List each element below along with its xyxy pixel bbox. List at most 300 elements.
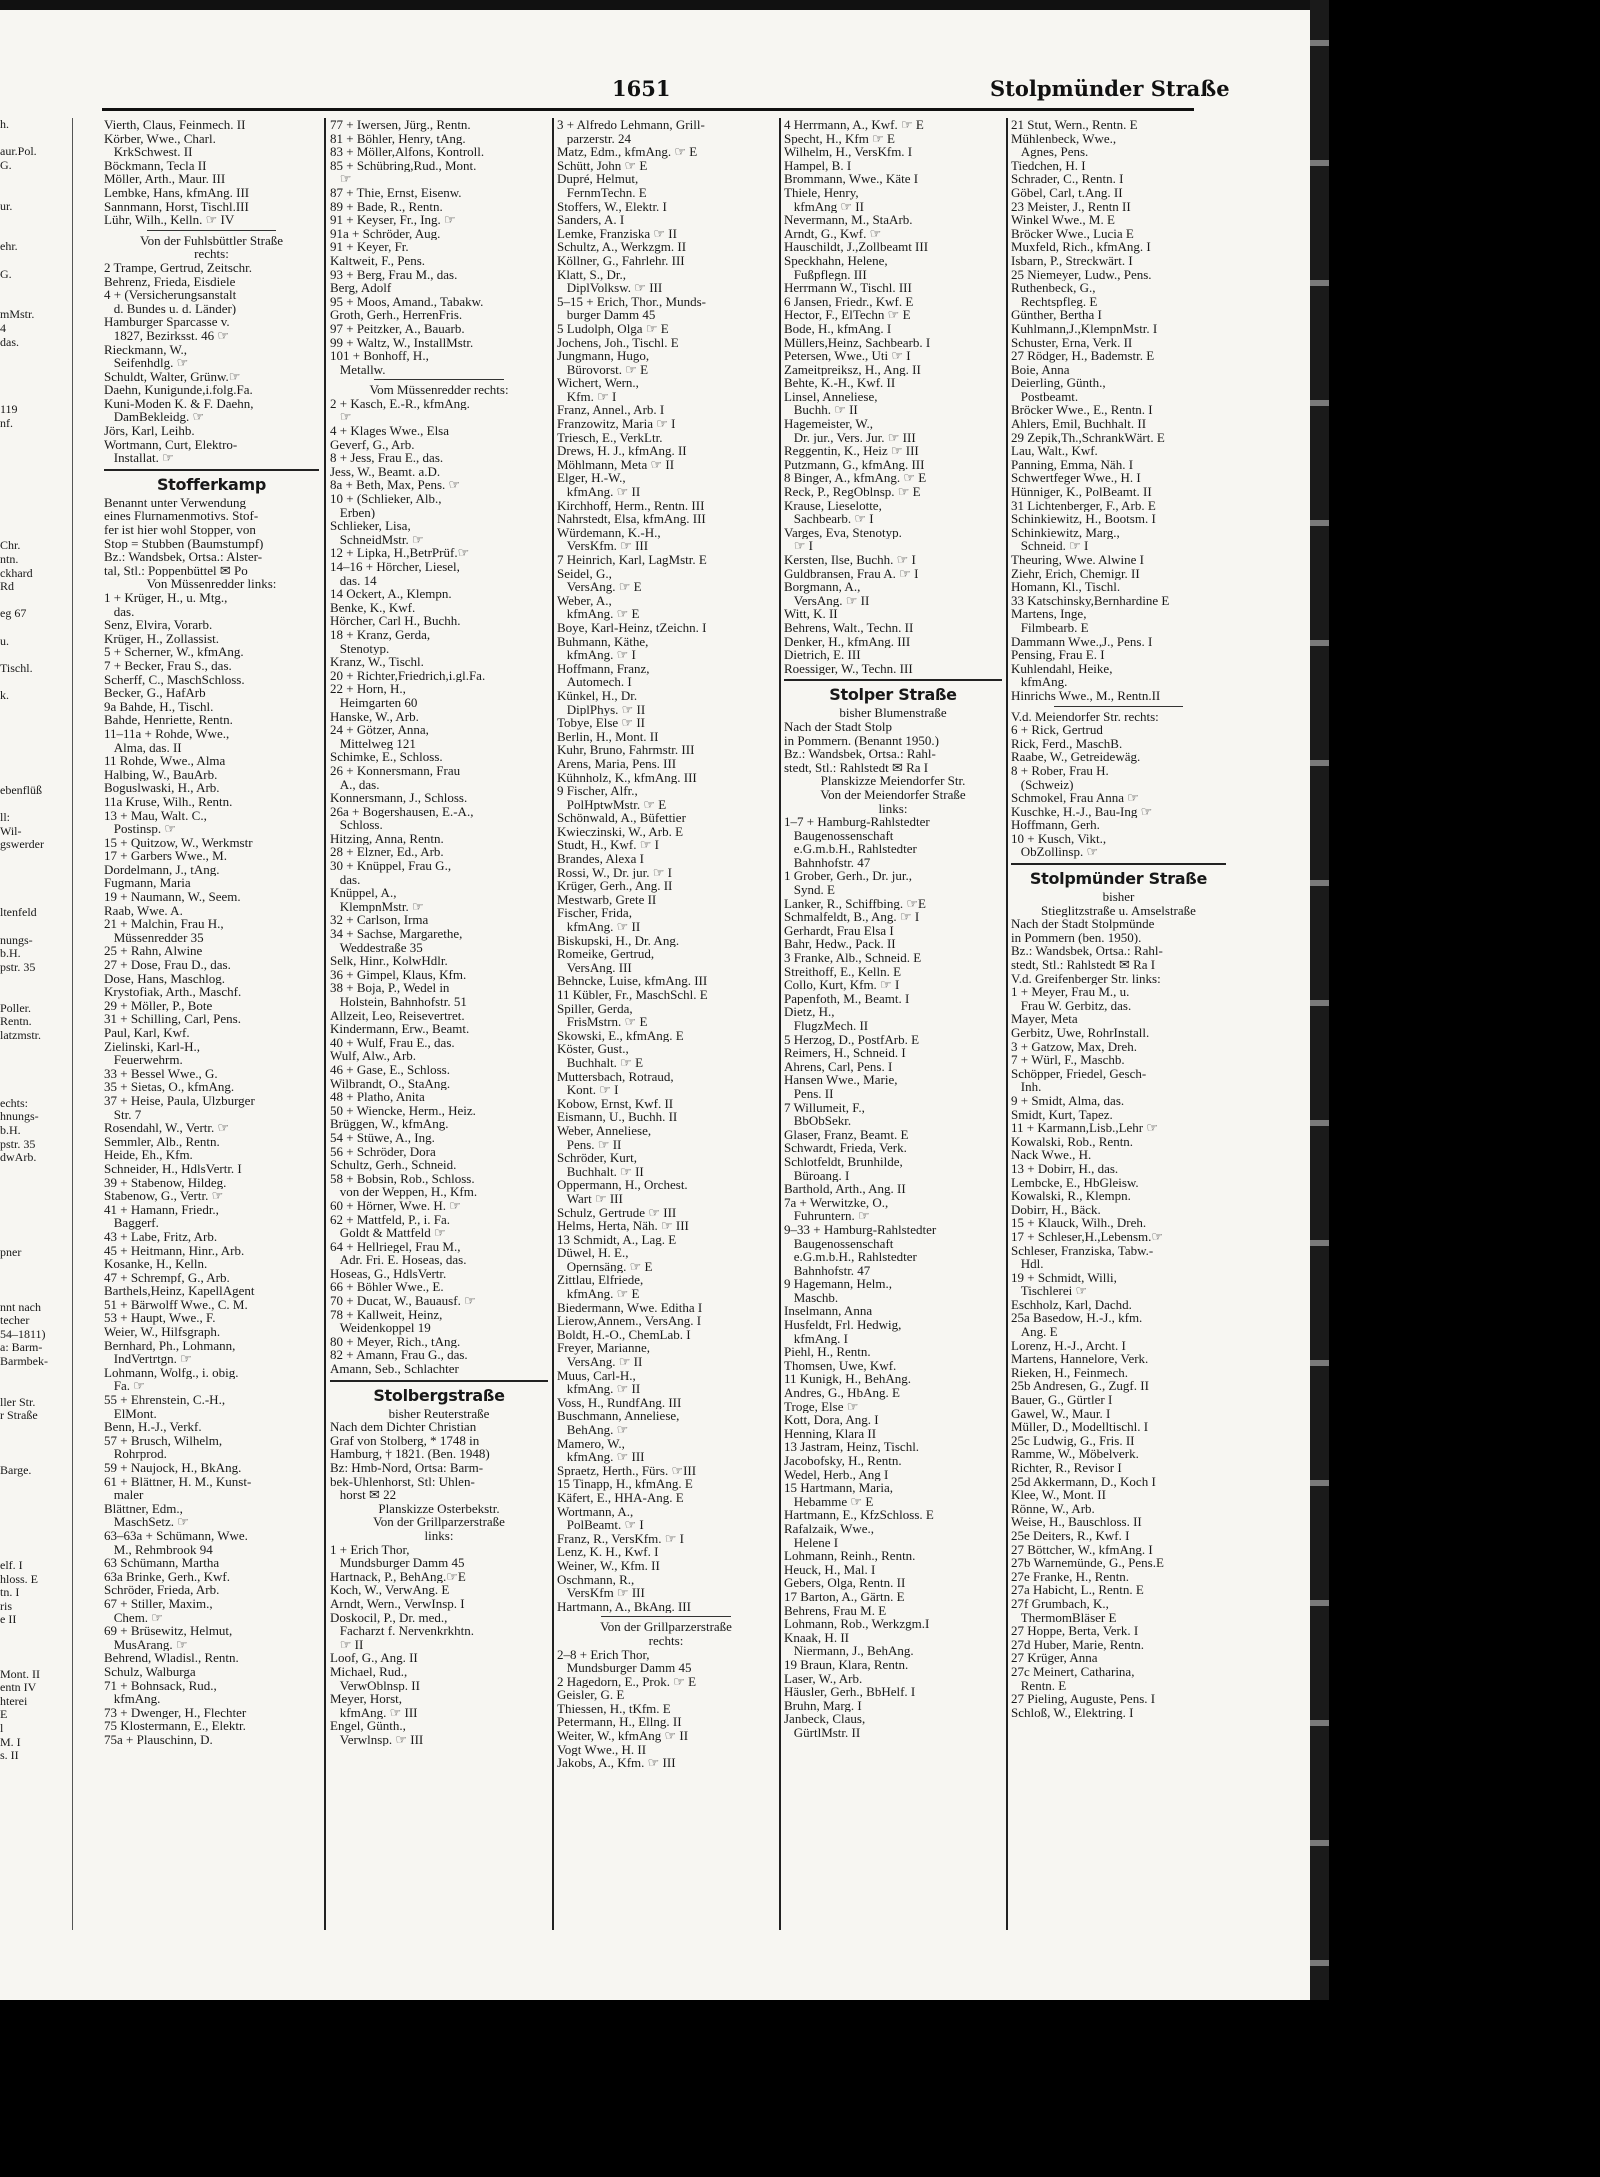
directory-entry: von der Weppen, H., Kfm. bbox=[330, 1185, 478, 1199]
directory-entry: KrkSchwest. II bbox=[104, 145, 193, 159]
directory-entry: 29 Zepik,Th.,SchrankWärt. E bbox=[1011, 430, 1165, 445]
edge-fragment: h. bbox=[0, 118, 9, 131]
edge-fragment: ckhard bbox=[0, 566, 33, 580]
directory-entry: 19 + Naumann, W., Seem. bbox=[104, 890, 241, 904]
directory-entry: MaschSetz. ☞ bbox=[104, 1515, 189, 1529]
edge-fragment: 54–1811) bbox=[0, 1327, 46, 1341]
directory-entry: Fugmann, Maria bbox=[104, 876, 191, 891]
directory-entry: parzerstr. 24 bbox=[557, 131, 632, 146]
directory-entry: Schloss. bbox=[330, 818, 383, 832]
edge-fragment: b.H. bbox=[0, 1123, 21, 1137]
directory-entry: Dietz, H., bbox=[784, 1005, 835, 1019]
edge-fragment bbox=[0, 1042, 70, 1056]
running-title: Stolpmünder Straße bbox=[990, 76, 1230, 101]
directory-entry: Heide, Eh., Kfm. bbox=[104, 1148, 193, 1162]
edge-fragment bbox=[0, 1654, 70, 1668]
directory-entry: Lohmann, Wolfg., i. obig. bbox=[104, 1365, 239, 1380]
directory-entry: Streithoff, E., Kelln. E bbox=[784, 964, 902, 979]
edge-fragment: ntn. bbox=[0, 553, 19, 566]
directory-entry: Paul, Karl, Kwf. bbox=[104, 1026, 190, 1040]
directory-entry: Nahrstedt, Elsa, kfmAng. III bbox=[557, 512, 706, 526]
directory-entry: Postbeamt. bbox=[1011, 389, 1079, 404]
edge-fragment: r Straße bbox=[0, 1409, 38, 1423]
directory-entry: Jörs, Karl, Leihb. bbox=[104, 424, 195, 438]
directory-entry: Künkel, H., Dr. bbox=[557, 688, 638, 703]
directory-entry: Linsel, Anneliese, bbox=[784, 389, 878, 404]
directory-entry: horst ✉ 22 bbox=[330, 1488, 397, 1502]
directory-entry: Amann, Seb., Schlachter bbox=[330, 1362, 459, 1376]
edge-fragment bbox=[0, 730, 70, 744]
directory-entry: Weier, W., Hilfsgraph. bbox=[104, 1325, 221, 1339]
directory-entry: 2 + Kasch, E.-R., kfmAng. bbox=[330, 396, 470, 411]
directory-entry: 61 + Blättner, H. M., Kunst- bbox=[104, 1474, 252, 1489]
directory-entry: Kindermann, Erw., Beamt. bbox=[330, 1022, 470, 1036]
directory-entry: Helene I bbox=[784, 1535, 839, 1550]
edge-fragment: hterei bbox=[0, 1694, 28, 1708]
directory-entry: Dammann Wwe.,J., Pens. I bbox=[1011, 634, 1153, 649]
directory-entry: Müller, D., Modelltischl. I bbox=[1011, 1420, 1149, 1434]
edge-fragment: nnt nach bbox=[0, 1300, 41, 1314]
directory-entry: 28 + Elzner, Ed., Arb. bbox=[330, 845, 444, 860]
edge-fragment: a: Barm- bbox=[0, 1341, 43, 1355]
directory-entry: Goldt & Mattfeld ☞ bbox=[330, 1226, 446, 1240]
directory-entry: 20 + Richter,Friedrich,i.gl.Fa. bbox=[330, 668, 486, 683]
section-caption: bisher bbox=[1102, 890, 1135, 904]
directory-entry: 46 + Gase, E., Schloss. bbox=[330, 1062, 450, 1077]
edge-fragment bbox=[0, 974, 70, 988]
directory-entry: 89 + Bade, R., Rentn. bbox=[330, 199, 443, 214]
directory-entry: V.d. Meiendorfer Str. rechts: bbox=[1011, 709, 1159, 724]
edge-fragment: G. bbox=[0, 267, 12, 281]
directory-entry: BehAng. ☞ bbox=[557, 1423, 629, 1437]
directory-entry: Hampel, B. I bbox=[784, 158, 852, 173]
section-caption: links: bbox=[424, 1528, 454, 1543]
directory-entry: 7 Willumeit, F., bbox=[784, 1100, 865, 1115]
directory-entry: Niermann, J., BehAng. bbox=[784, 1644, 914, 1658]
edge-fragment: pstr. 35 bbox=[0, 960, 36, 974]
directory-entry: Rosendahl, W., Vertr. ☞ bbox=[104, 1121, 230, 1135]
directory-entry: eines Flurnamenmotivs. Stof- bbox=[104, 509, 259, 524]
directory-entry: Mamero, W., bbox=[557, 1436, 625, 1451]
directory-entry: Thomsen, Uwe, Kwf. bbox=[784, 1358, 897, 1373]
section-caption: Von der Grillparzerstraße bbox=[600, 1620, 732, 1634]
directory-entry: 13 Jastram, Heinz, Tischl. bbox=[784, 1440, 920, 1454]
directory-entry: Oschmann, R., bbox=[557, 1572, 635, 1587]
edge-fragment bbox=[0, 458, 70, 472]
edge-fragment bbox=[0, 1192, 70, 1206]
directory-entry: 71 + Bohnsack, Rud., bbox=[104, 1678, 217, 1693]
directory-entry: Kfm. ☞ I bbox=[557, 389, 617, 404]
directory-entry: 17 Barton, A., Gärtn. E bbox=[784, 1589, 905, 1604]
directory-entry: Ruthenbeck, G., bbox=[1011, 281, 1096, 295]
directory-entry: 93 + Berg, Frau M., das. bbox=[330, 267, 458, 282]
directory-entry: Hinrichs Wwe., M., Rentn.II bbox=[1011, 688, 1161, 703]
directory-entry: Körber, Wwe., Charl. bbox=[104, 131, 216, 146]
edge-fragment bbox=[0, 1382, 70, 1396]
directory-entry: kfmAng. ☞ III bbox=[330, 1705, 418, 1720]
directory-entry: 1827, Bezirksst. 46 ☞ bbox=[104, 328, 230, 343]
directory-entry: Schuster, Erna, Verk. II bbox=[1011, 335, 1133, 350]
directory-entry: Klee, W., Mont. II bbox=[1011, 1488, 1106, 1502]
directory-entry: 41 + Hamann, Friedr., bbox=[104, 1202, 219, 1217]
directory-entry: 19 + Schmidt, Willi, bbox=[1011, 1270, 1117, 1285]
directory-entry: Weiter, W., kfmAng ☞ II bbox=[557, 1729, 689, 1743]
edge-fragment bbox=[0, 988, 70, 1002]
directory-entry: Halbing, W., BauArb. bbox=[104, 767, 218, 782]
edge-fragment bbox=[0, 771, 70, 785]
directory-entry: Kwieczinski, W., Arb. E bbox=[557, 824, 684, 839]
edge-fragment bbox=[0, 485, 70, 499]
section-rule bbox=[601, 1616, 732, 1617]
directory-entry: Stabenow, G., Vertr. ☞ bbox=[104, 1189, 224, 1203]
directory-entry: Behte, K.-H., Kwf. II bbox=[784, 376, 896, 390]
directory-entry: Möller, Arth., Maur. III bbox=[104, 172, 226, 186]
directory-entry: V.d. Greifenberger Str. links: bbox=[1011, 971, 1161, 986]
column-divider bbox=[324, 118, 326, 1930]
edge-fragment bbox=[0, 716, 70, 730]
edge-fragment: entn IV bbox=[0, 1681, 37, 1695]
edge-fragment: ehr. bbox=[0, 240, 18, 254]
directory-entry: 9 + Smidt, Alma, das. bbox=[1011, 1093, 1125, 1108]
directory-entry: Isbarn, P., Streckwärt. I bbox=[1011, 253, 1133, 268]
directory-entry: Hanske, W., Arb. bbox=[330, 709, 419, 724]
directory-entry: Behrenz, Frieda, Eisdiele bbox=[104, 274, 236, 289]
directory-entry: Geisler, G. E bbox=[557, 1688, 625, 1702]
directory-entry: Petersen, Wwe., Uti ☞ I bbox=[784, 349, 911, 363]
directory-entry: Opernsäng. ☞ E bbox=[557, 1259, 653, 1274]
directory-entry: Barthels,Heinz, KapellAgent bbox=[104, 1284, 255, 1298]
directory-entry: 14 Ockert, A., Klempn. bbox=[330, 587, 452, 601]
directory-entry: Arndt, Wern., VerwInsp. I bbox=[330, 1596, 465, 1611]
directory-entry: 43 + Labe, Fritz, Arb. bbox=[104, 1229, 218, 1244]
directory-entry: 54 + Stüwe, A., Ing. bbox=[330, 1130, 435, 1145]
column-4 bbox=[784, 118, 1002, 1933]
section-caption: Stieglitzstraße u. Amselstraße bbox=[1041, 903, 1196, 918]
directory-entry: 82 + Amann, Frau G., das. bbox=[330, 1348, 468, 1363]
directory-entry: 8 + Rober, Frau H. bbox=[1011, 763, 1109, 778]
directory-entry: Muus, Carl-H., bbox=[557, 1368, 636, 1383]
directory-entry: 47 + Schrempf, G., Arb. bbox=[104, 1270, 230, 1285]
directory-entry: ☞ I bbox=[784, 539, 813, 553]
edge-fragment bbox=[0, 1070, 70, 1084]
directory-entry: 10 + Kusch, Vikt., bbox=[1011, 831, 1107, 846]
directory-entry: 5 Ludolph, Olga ☞ E bbox=[557, 321, 669, 336]
edge-fragment bbox=[0, 499, 70, 513]
edge-fragment bbox=[0, 1260, 70, 1274]
directory-entry: 56 + Schröder, Dora bbox=[330, 1144, 436, 1159]
directory-entry: Specht, H., Kfm ☞ E bbox=[784, 131, 895, 146]
directory-entry: Schlieker, Lisa, bbox=[330, 519, 411, 533]
directory-entry: Kosanke, H., Kelln. bbox=[104, 1257, 208, 1271]
directory-entry: 78 + Kallweit, Heinz, bbox=[330, 1307, 443, 1322]
directory-entry: kfmAng. ☞ III bbox=[557, 1450, 645, 1464]
directory-entry: Köllner, G., Fahrlehr. III bbox=[557, 253, 685, 268]
edge-fragment: b.H. bbox=[0, 947, 21, 961]
edge-fragment bbox=[0, 363, 70, 377]
directory-entry: Raabe, W., Getreidewäg. bbox=[1011, 750, 1141, 764]
edge-fragment bbox=[0, 281, 70, 295]
directory-entry: Triesch, E., VerkLtr. bbox=[557, 430, 663, 445]
directory-entry: Schloß, W., Elektring. I bbox=[1011, 1705, 1134, 1720]
directory-entry: Matz, Edm., kfmAng. ☞ E bbox=[557, 145, 698, 159]
directory-entry: Düwel, H. E., bbox=[557, 1246, 629, 1260]
directory-entry: VersKfm ☞ III bbox=[557, 1586, 645, 1600]
directory-entry: Ahrens, Carl, Pens. I bbox=[784, 1059, 893, 1074]
directory-entry: 4 Herrmann, A., Kwf. ☞ E bbox=[784, 118, 924, 132]
edge-fragment bbox=[0, 227, 70, 241]
directory-entry: Franz, R., VersKfm. ☞ I bbox=[557, 1531, 684, 1546]
directory-entry: Oppermann, H., Orchest. bbox=[557, 1178, 688, 1192]
directory-entry: DamBekleidg. ☞ bbox=[104, 410, 205, 425]
directory-entry: Hitzing, Anna, Rentn. bbox=[330, 831, 444, 846]
directory-entry: Bröcker Wwe., E., Rentn. I bbox=[1011, 403, 1153, 418]
directory-entry: Inh. bbox=[1011, 1080, 1042, 1094]
directory-entry: Installat. ☞ bbox=[104, 451, 174, 465]
edge-fragment bbox=[0, 866, 70, 880]
directory-entry: Lohmann, Rob., Werkzgm.I bbox=[784, 1617, 930, 1631]
directory-entry: 25b Andresen, G., Zugf. II bbox=[1011, 1379, 1149, 1394]
directory-entry: Schwertfeger Wwe., H. I bbox=[1011, 471, 1141, 486]
edge-fragment: das. bbox=[0, 335, 19, 349]
directory-entry: Weise, H., Bauschloss. II bbox=[1011, 1515, 1142, 1529]
edge-fragment: M. I bbox=[0, 1735, 21, 1749]
directory-entry: Dr. jur., Vers. Jur. ☞ III bbox=[784, 430, 916, 445]
directory-entry: 9–33 + Hamburg-Rahlstedter bbox=[784, 1222, 937, 1237]
edge-fragment bbox=[0, 376, 70, 390]
directory-entry: Verwlnsp. ☞ III bbox=[330, 1732, 424, 1747]
directory-entry: Wortmann, Curt, Elektro- bbox=[104, 437, 238, 452]
directory-entry: Müllers,Heinz, Sachbearb. I bbox=[784, 335, 931, 350]
directory-entry: 21 Stut, Wern., Rentn. E bbox=[1011, 118, 1138, 132]
directory-entry: Romeike, Gertrud, bbox=[557, 947, 655, 961]
directory-entry: Eismann, U., Buchh. II bbox=[557, 1110, 678, 1124]
directory-entry: 59 + Naujock, H., BkAng. bbox=[104, 1461, 242, 1475]
directory-entry: 3 Franke, Alb., Schneid. E bbox=[784, 951, 922, 965]
directory-entry: Bauer, G., Gürtler I bbox=[1011, 1393, 1113, 1407]
directory-entry: Geverf, G., Arb. bbox=[330, 437, 415, 452]
directory-entry: 6 Jansen, Friedr., Kwf. E bbox=[784, 294, 914, 309]
directory-entry: Weber, Anneliese, bbox=[557, 1123, 652, 1138]
directory-entry: kfmAng. bbox=[104, 1692, 161, 1706]
directory-entry: Koch, W., VerwAng. E bbox=[330, 1583, 450, 1597]
edge-fragment: 4 bbox=[0, 321, 6, 335]
directory-entry: 27 Krüger, Anna bbox=[1011, 1651, 1098, 1665]
edge-fragment bbox=[0, 390, 70, 404]
directory-entry: VersAng. III bbox=[557, 960, 632, 975]
directory-entry: Konnersmann, J., Schloss. bbox=[330, 791, 468, 805]
directory-entry: 21 + Malchin, Frau H., bbox=[104, 917, 224, 931]
directory-entry: 5 Herzog, D., PostfArb. E bbox=[784, 1032, 920, 1047]
directory-entry: Köster, Gust., bbox=[557, 1042, 629, 1056]
directory-entry: 50 + Wiencke, Herm., Heiz. bbox=[330, 1103, 476, 1118]
header-rule bbox=[102, 108, 1194, 111]
directory-entry: Vogt Wwe., H. II bbox=[557, 1742, 647, 1757]
directory-entry: Schmokel, Frau Anna ☞ bbox=[1011, 791, 1139, 805]
edge-fragment: hloss. E bbox=[0, 1572, 39, 1586]
edge-fragment bbox=[0, 703, 70, 717]
directory-entry: Heimgarten 60 bbox=[330, 695, 418, 710]
directory-entry: Bahnhofstr. 47 bbox=[784, 855, 871, 870]
directory-entry: 13 + Dobirr, H., das. bbox=[1011, 1161, 1119, 1176]
directory-entry: Gawel, W., Maur. I bbox=[1011, 1406, 1111, 1421]
directory-entry: M., Rehmbrook 94 bbox=[104, 1542, 213, 1557]
directory-entry: Fischer, Frida, bbox=[557, 906, 632, 921]
directory-entry: Hector, F., ElTechn ☞ E bbox=[784, 308, 911, 322]
edge-fragment: ltenfeld bbox=[0, 906, 37, 920]
directory-entry: Muttersbach, Rotraud, bbox=[557, 1069, 674, 1084]
street-heading: Stolpmünder Straße bbox=[1011, 863, 1226, 890]
directory-entry: Bahnhofstr. 47 bbox=[784, 1263, 871, 1278]
directory-entry: 3 + Alfredo Lehmann, Grill- bbox=[557, 118, 705, 132]
directory-entry: Piehl, H., Rentn. bbox=[784, 1345, 871, 1359]
directory-entry: Smidt, Kurt, Tapez. bbox=[1011, 1107, 1113, 1122]
directory-entry: Jacobofsky, H., Rentn. bbox=[784, 1454, 902, 1468]
directory-entry: Nach dem Dichter Christian bbox=[330, 1420, 477, 1434]
directory-entry: Käfert, E., HHA-Ang. E bbox=[557, 1490, 684, 1505]
directory-entry: Boie, Anna bbox=[1011, 362, 1070, 377]
directory-entry: Berlin, H., Mont. II bbox=[557, 729, 659, 744]
directory-entry: Buchh. ☞ II bbox=[784, 403, 858, 418]
directory-entry: Reimers, H., Schneid. I bbox=[784, 1046, 906, 1060]
directory-entry: Helms, Herta, Näh. ☞ III bbox=[557, 1219, 689, 1233]
directory-entry: Büroang. I bbox=[784, 1168, 850, 1183]
directory-entry: 17 + Garbers Wwe., M. bbox=[104, 849, 227, 863]
directory-entry: 7 + Würl, F., Maschb. bbox=[1011, 1053, 1125, 1067]
directory-entry: Elger, H.-W., bbox=[557, 471, 626, 486]
section-rule bbox=[147, 230, 276, 231]
edge-fragment: ebenflüß bbox=[0, 784, 42, 798]
section-caption: bisher Blumenstraße bbox=[839, 706, 947, 720]
directory-entry: Wedel, Herb., Ang I bbox=[784, 1467, 889, 1482]
directory-entry: 97 + Peitzker, A., Bauarb. bbox=[330, 321, 465, 336]
directory-entry: Wilbrandt, O., StaAng. bbox=[330, 1076, 451, 1091]
directory-entry: Günther, Bertha I bbox=[1011, 308, 1102, 322]
directory-entry: Schleser, Franziska, Tabw.- bbox=[1011, 1243, 1154, 1258]
directory-entry: Boguslwaski, H., Arb. bbox=[104, 781, 220, 795]
directory-entry: Sannmann, Horst, Tischl.III bbox=[104, 199, 249, 214]
directory-entry: Schmalfeldt, B., Ang. ☞ I bbox=[784, 910, 920, 924]
directory-entry: Agnes, Pens. bbox=[1011, 145, 1089, 159]
directory-entry: Kuschke, H.-J., Bau-Ing ☞ bbox=[1011, 804, 1153, 819]
directory-entry: 85 + Schübring,Rud., Mont. bbox=[330, 158, 477, 173]
edge-fragment bbox=[0, 675, 70, 689]
directory-entry: stedt, Stl.: Rahlstedt ✉ Ra I bbox=[784, 760, 929, 775]
edge-fragment bbox=[0, 798, 70, 812]
directory-entry: Schröder, Frieda, Arb. bbox=[104, 1583, 220, 1597]
directory-entry: Ahlers, Emil, Buchhalt. II bbox=[1011, 417, 1147, 431]
street-heading: Stolbergstraße bbox=[330, 1380, 548, 1407]
directory-entry: PolBeamt. ☞ I bbox=[557, 1518, 644, 1532]
directory-entry: Hartmann, E., KfzSchloss. E bbox=[784, 1508, 934, 1522]
directory-entry: Krüger, H., Zollassist. bbox=[104, 631, 220, 646]
edge-fragment bbox=[0, 186, 70, 200]
directory-entry: kfmAng. ☞ E bbox=[557, 1287, 640, 1301]
directory-entry: Dupré, Helmut, bbox=[557, 172, 639, 186]
directory-entry: MusArang. ☞ bbox=[104, 1637, 188, 1652]
directory-entry: 27 Rödger, H., Bademstr. E bbox=[1011, 349, 1155, 363]
directory-entry: Rönne, W., Arb. bbox=[1011, 1501, 1095, 1516]
directory-entry: Schönwald, A., Büfettier bbox=[557, 811, 686, 825]
directory-entry: kfmAng. I bbox=[784, 1331, 848, 1346]
directory-entry: 63a Brinke, Gerh., Kwf. bbox=[104, 1569, 230, 1584]
directory-entry: Zittlau, Elfriede, bbox=[557, 1273, 644, 1288]
directory-entry: 8a + Beth, Max, Pens. ☞ bbox=[330, 478, 461, 493]
directory-entry: Semmler, Alb., Rentn. bbox=[104, 1134, 220, 1149]
directory-entry: Buchhalt. ☞ II bbox=[557, 1164, 644, 1179]
edge-fragment bbox=[0, 444, 70, 458]
directory-entry: Mühlenbeck, Wwe., bbox=[1011, 131, 1117, 146]
directory-entry: 17 + Schleser,H.,Lebensm.☞ bbox=[1011, 1229, 1164, 1244]
edge-fragment bbox=[0, 254, 70, 268]
directory-entry: Freyer, Marianne, bbox=[557, 1341, 650, 1356]
directory-entry: 69 + Brüsewitz, Helmut, bbox=[104, 1624, 233, 1638]
edge-fragment: u. bbox=[0, 634, 9, 648]
edge-fragment bbox=[0, 879, 70, 893]
directory-entry: Hauschildt, J.,Zollbeamt III bbox=[784, 240, 929, 254]
page-number: 1651 bbox=[612, 76, 671, 101]
directory-entry: 25d Akkermann, D., Koch I bbox=[1011, 1474, 1156, 1489]
directory-entry: 35 + Sietas, O., kfmAng. bbox=[104, 1080, 235, 1094]
directory-entry: Sanders, A. I bbox=[557, 213, 625, 227]
directory-entry: Metallw. bbox=[330, 362, 386, 377]
section-caption: bisher Reuterstraße bbox=[388, 1406, 490, 1421]
directory-entry: Klatt, S., Dr., bbox=[557, 267, 626, 282]
directory-entry: Bz.: Wandsbek, Ortsa.: Alster- bbox=[104, 550, 263, 564]
directory-entry: d. Bundes u. d. Länder) bbox=[104, 301, 237, 316]
directory-entry: 13 + Mau, Walt. C., bbox=[104, 808, 207, 823]
section-rule bbox=[374, 379, 505, 380]
edge-fragment bbox=[0, 1505, 70, 1519]
directory-entry: Biskupski, H., Dr. Ang. bbox=[557, 933, 680, 948]
section-caption: Von Müssenredder links: bbox=[146, 577, 277, 591]
directory-entry: ElMont. bbox=[104, 1406, 157, 1421]
directory-entry: Nack Wwe., H. bbox=[1011, 1148, 1092, 1162]
directory-entry: Tobye, Else ☞ II bbox=[557, 716, 645, 730]
directory-entry: Allzeit, Leo, Reisevertret. bbox=[330, 1008, 465, 1023]
directory-entry: Husfeldt, Frl. Hedwig, bbox=[784, 1318, 902, 1332]
directory-entry: Dietrich, E. III bbox=[784, 648, 861, 662]
directory-entry: 9 Fischer, Alfr., bbox=[557, 784, 638, 798]
directory-entry: 11 + Karmann,Lisb.,Lehr ☞ bbox=[1011, 1121, 1159, 1135]
directory-entry: Pens. ☞ II bbox=[557, 1137, 622, 1152]
directory-entry: 3 + Gatzow, Max, Dreh. bbox=[1011, 1039, 1137, 1054]
directory-entry: Filmbearb. E bbox=[1011, 620, 1089, 635]
directory-entry: Hdl. bbox=[1011, 1257, 1044, 1271]
column-divider bbox=[779, 118, 781, 1930]
column-1 bbox=[104, 118, 319, 1933]
directory-entry: 1 + Krüger, H., u. Mtg., bbox=[104, 591, 228, 605]
directory-entry: FrisMstrn. ☞ E bbox=[557, 1015, 648, 1029]
directory-entry: Alma, das. II bbox=[104, 740, 182, 755]
directory-entry: IndVertrtgn. ☞ bbox=[104, 1352, 192, 1366]
directory-entry: Mundsburger Damm 45 bbox=[330, 1556, 465, 1570]
directory-entry: Schultz, Gerh., Schneid. bbox=[330, 1158, 457, 1172]
directory-entry: Schöpper, Friedel, Gesch- bbox=[1011, 1066, 1147, 1081]
directory-entry: ☞ bbox=[330, 410, 352, 425]
directory-entry: Lau, Walt., Kwf. bbox=[1011, 444, 1098, 458]
scan-background-right bbox=[1329, 0, 1600, 2177]
directory-entry: Roessiger, W., Techn. III bbox=[784, 661, 913, 676]
edge-fragment: Wil- bbox=[0, 824, 22, 838]
directory-entry: Hünniger, K., PolBeamt. II bbox=[1011, 485, 1152, 499]
directory-entry: Boldt, H.-O., ChemLab. I bbox=[557, 1327, 691, 1342]
directory-entry: Kuhlmann,J.,KlempnMstr. I bbox=[1011, 321, 1158, 336]
section-caption: Planskizze Osterbekstr. bbox=[378, 1501, 500, 1516]
directory-entry: A., das. bbox=[330, 777, 380, 792]
directory-entry: Mayer, Meta bbox=[1011, 1012, 1078, 1026]
edge-fragment: latzmstr. bbox=[0, 1028, 41, 1042]
edge-fragment: gswerder bbox=[0, 838, 44, 852]
